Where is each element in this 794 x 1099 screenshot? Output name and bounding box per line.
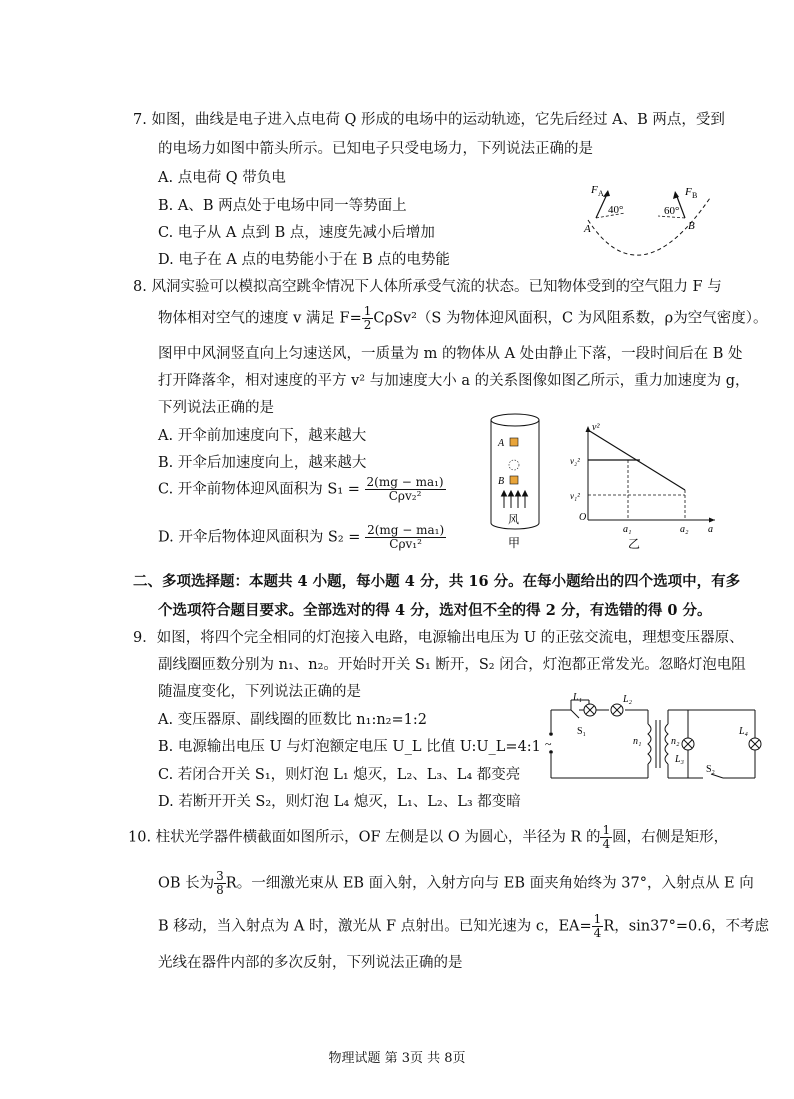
ac-source-icon: ~ [545,737,552,751]
svg-text:风: 风 [508,513,519,526]
q8-option-a: A. 开伞前加速度向下，越来越大 [158,428,367,444]
svg-text:乙: 乙 [628,537,641,551]
fraction-three-eighths: $\frac{3}{8}$ [216,869,224,897]
svg-text:v₁²: v₁² [570,491,580,501]
lamp-l2-icon [611,704,623,716]
fraction-s1: $\frac{\text{2(mg − ma₁)}}{\text{Cρv₂²}}$ [366,475,444,503]
q8-stem-line1: 8. 风洞实验可以模拟高空跳伞情况下人体所承受气流的状态。已知物体受到的空气阻力 F 与 [133,279,722,295]
svg-text:O: O [579,512,587,523]
point-b-label: B [688,220,695,232]
svg-text:L₁: L₁ [573,692,583,703]
point-a-label: A [584,223,591,235]
svg-text:A: A [598,189,604,198]
q9-option-b: B. 电源输出电压 U 与灯泡额定电压 U_L 比值 U:U_L=4:1 [158,739,541,755]
angle-a-label: 40° [608,204,624,216]
fraction-quarter: $\frac{1}{4}$ [602,823,611,851]
q9-stem-line3: 随温度变化，下列说法正确的是 [158,684,361,700]
angle-b-label: 60° [664,205,680,217]
q10-stem-line1: 10. 柱状光学器件横截面如图所示，OF 左侧是以 O 为圆心，半径为 R 的 $\frac{1}{4}$ 圆，右侧是矩形， [128,823,729,851]
fraction-ea: $\frac{1}{4}$ [593,912,602,940]
secondary-coil [665,724,668,764]
q8-option-b: B. 开伞后加速度向上，越来越大 [158,455,367,471]
page-footer: 物理试题 第 3页 共 8页 [328,1051,466,1066]
svg-text:a₂: a₂ [680,524,689,535]
q7-option-d: D. 电子在 A 点的电势能小于在 B 点的电势能 [158,252,450,268]
svg-text:a₁: a₁ [623,524,632,535]
svg-text:v²: v² [592,422,600,433]
svg-text:S₂: S₂ [706,764,716,775]
q9-option-a: A. 变压器原、副线圈的匝数比 n₁:n₂=1:2 [158,712,427,728]
q9-option-d: D. 若断开开关 S₂，则灯泡 L₄ 熄灭，L₁、L₂、L₃ 都变暗 [158,794,521,810]
q10-stem-line4: 光线在器件内部的多次反射，下列说法正确的是 [158,955,463,971]
svg-text:a: a [708,524,713,535]
lamp-l1-icon [584,704,596,716]
q7-option-b: B. A、B 两点处于电场中同一等势面上 [158,198,407,214]
q8-stem-line4: 打开降落伞，相对速度的平方 v² 与加速度大小 a 的关系图像如图乙所示，重力加速度为 g， [158,373,750,389]
svg-text:v₂²: v₂² [570,456,580,466]
q8-stem-line2: 物体相对空气的速度 v 满足 F= $\frac{1}{2}$ CρSv²（S 为物体迎风面积，C 为风阻系数，ρ为空气密度）。 [158,304,768,332]
wind-arrows [502,491,528,508]
q10-stem-line3: B 移动，当入射点为 A 时，激光从 F 点射出。已知光速为 c，EA= $\frac{1}{4}$ R，sin37°=0.6，不考虑 [158,912,770,940]
lamp-l3-icon [682,738,694,750]
q8-wind-tunnel-figure [485,408,545,553]
q7-stem-line2: 的电场力如图中箭头所示。已知电子只受电场力，下列说法正确的是 [158,141,593,157]
label-fb: F [685,186,692,198]
svg-text:L₃: L₃ [675,754,685,765]
svg-text:n₂: n₂ [671,736,680,747]
svg-text:L₄: L₄ [739,726,749,737]
fraction-half: $\frac{1}{2}$ [363,304,372,332]
q8-option-c: C. 开伞前物体迎风面积为 S₁ = $\frac{\text{2(mg − ma₁)}}{\text{Cρv₂²}}$ [158,475,444,503]
parachute-icon [509,460,519,470]
section-2-header-line1: 二、多项选择题：本题共 4 小题，每小题 4 分，共 16 分。在每小题给出的四个选项中，有多 [133,573,741,590]
svg-text:L₂: L₂ [623,694,633,705]
q7-option-c: C. 电子从 A 点到 B 点，速度先减小后增加 [158,225,435,241]
q8-stem-line3: 图甲中风洞竖直向上匀速送风，一质量为 m 的物体从 A 处由静止下落，一段时间后在 B 处 [158,346,743,362]
q10-stem-line2: OB 长为 $\frac{3}{8}$ R。一细激光束从 EB 面入射，入射方向与 EB 面夹角始终为 37°，入射点从 E 向 [158,869,754,897]
fraction-s2: $\frac{\text{2(mg − ma₁)}}{\text{Cρv₁²}}$ [367,523,445,551]
q8-v2-a-graph [570,420,720,555]
lamp-l4-icon [749,738,761,750]
object-a [510,438,518,446]
primary-coil [648,724,651,764]
q9-option-c: C. 若闭合开关 S₁，则灯泡 L₁ 熄灭，L₂、L₃、L₄ 都变亮 [158,767,521,783]
svg-text:甲: 甲 [508,536,521,550]
q9-stem-line1: 9．如图，将四个完全相同的灯泡接入电路，电源输出电压为 U 的正弦交流电，理想变压器原、 [133,630,744,646]
q8-stem-line5: 下列说法正确的是 [158,400,274,416]
label-fa: F [591,184,598,196]
q7-trajectory-figure [580,180,720,275]
object-b [510,476,518,484]
svg-text:B: B [692,191,698,200]
section-2-header-line2: 个选项符合题目要求。全部选对的得 4 分，选对但不全的得 2 分，有选错的得 0 分。 [158,602,712,619]
q9-circuit-figure [543,690,773,790]
svg-text:B: B [498,476,505,487]
q7-stem-line1: 7. 如图，曲线是电子进入点电荷 Q 形成的电场中的运动轨迹，它先后经过 A、B 两点，受到 [133,112,725,128]
q9-stem-line2: 副线圈匝数分别为 n₁、n₂。开始时开关 S₁ 断开，S₂ 闭合，灯泡都正常发光。忽略灯泡电阻 [158,657,746,673]
svg-text:A: A [498,438,505,449]
svg-text:n₁: n₁ [633,736,642,747]
q7-option-a: A. 点电荷 Q 带负电 [158,170,286,186]
svg-text:S₁: S₁ [577,726,587,737]
q8-option-d: D. 开伞后物体迎风面积为 S₂ = $\frac{\text{2(mg − ma₁)}}{\text{Cρv₁²}}$ [158,523,445,551]
